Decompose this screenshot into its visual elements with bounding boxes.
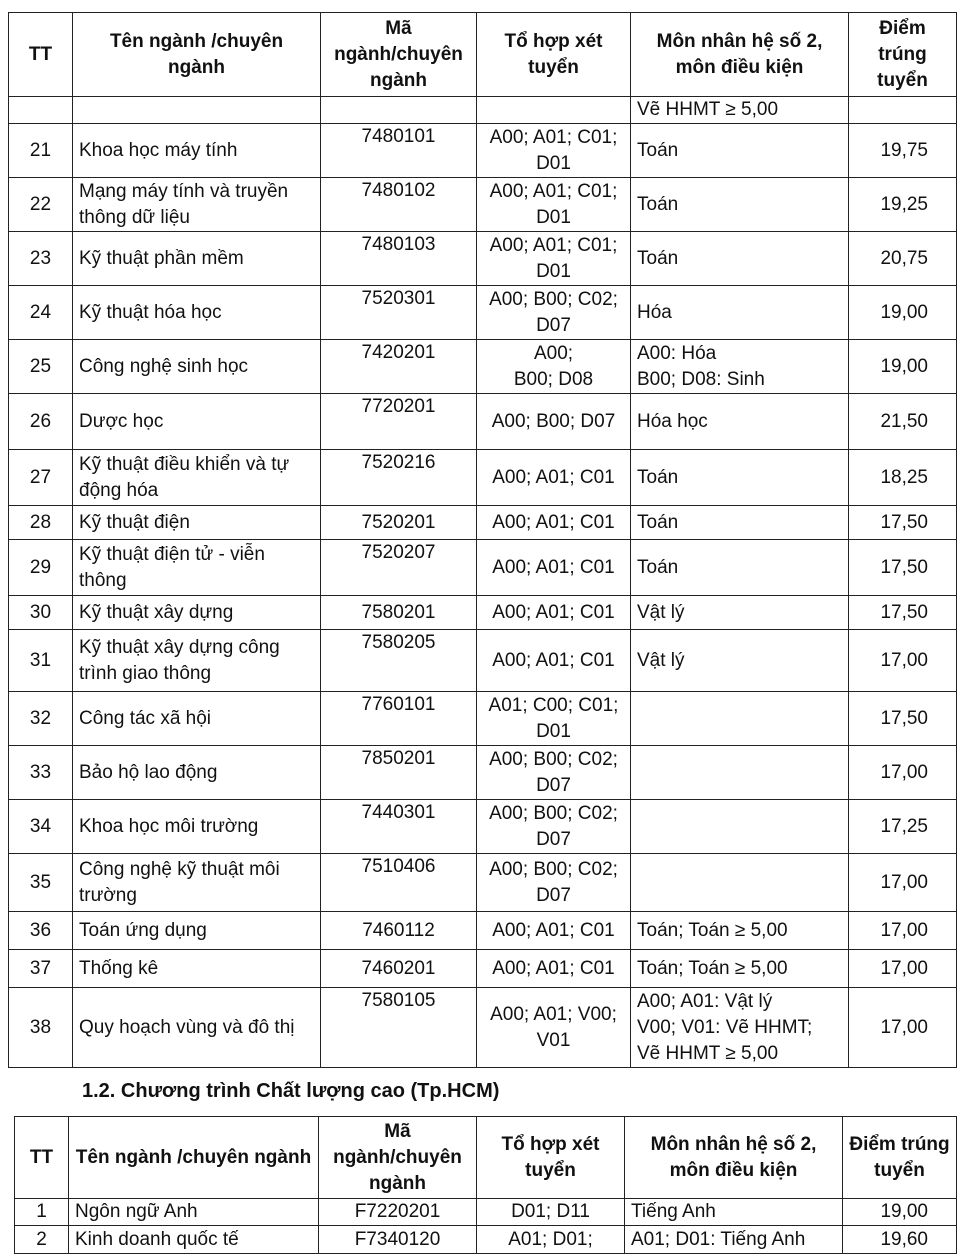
cell-code <box>321 97 477 124</box>
cell-tt: 34 <box>9 800 73 854</box>
cell-score: 17,50 <box>849 692 957 746</box>
cell-tt: 30 <box>9 596 73 630</box>
cell-subject: Hóa <box>631 286 849 340</box>
cell-code: 7480101 <box>321 124 477 178</box>
table-row <box>15 1226 957 1254</box>
cell-name: Kỹ thuật xây dựng <box>73 596 321 630</box>
cell-tt: 28 <box>9 506 73 540</box>
cell-name: Ngôn ngữ Anh <box>69 1199 319 1226</box>
cell-name: Công nghệ sinh học <box>73 340 321 394</box>
cell-subject: Vật lý <box>631 596 849 630</box>
cell-subject: Toán <box>631 178 849 232</box>
cell-subject: A00; A01: Vật lý V00; V01: Vẽ HHMT; Vẽ HHMT ≥ 5,00 <box>631 988 849 1068</box>
table-header-row <box>15 1117 957 1199</box>
table-row <box>9 950 957 988</box>
cell-tt: 36 <box>9 912 73 950</box>
cell-score: 17,00 <box>849 950 957 988</box>
cell-subject <box>631 746 849 800</box>
cell-score: 17,00 <box>849 746 957 800</box>
cell-code: F7340120 <box>319 1226 477 1254</box>
cell-subject: Hóa học <box>631 394 849 450</box>
cell-combo: A00; A01; C01; D01 <box>477 124 631 178</box>
cell-combo: A00; A01; C01 <box>477 450 631 506</box>
cell-score: 17,50 <box>849 506 957 540</box>
section-title: 1.2. Chương trình Chất lượng cao (Tp.HCM) <box>82 1080 500 1102</box>
table-row <box>9 800 957 854</box>
cell-score: 19,25 <box>849 178 957 232</box>
cell-score: 17,50 <box>849 596 957 630</box>
header-subject: Môn nhân hệ số 2, môn điều kiện <box>625 1117 843 1199</box>
cell-tt: 1 <box>15 1199 69 1226</box>
table-row <box>9 630 957 692</box>
table-row <box>9 988 957 1068</box>
cell-name: Kỹ thuật điều khiển và tự động hóa <box>73 450 321 506</box>
cell-code: 7520207 <box>321 540 477 596</box>
cell-name: Khoa học môi trường <box>73 800 321 854</box>
cell-tt <box>9 97 73 124</box>
cell-combo: A00; B00; C02; D07 <box>477 286 631 340</box>
cell-subject: A00: Hóa B00; D08: Sinh <box>631 340 849 394</box>
cell-score: 19,00 <box>849 286 957 340</box>
cell-subject: Toán <box>631 540 849 596</box>
table1-body <box>9 124 957 1068</box>
cell-code: 7580201 <box>321 596 477 630</box>
table-row <box>9 854 957 912</box>
cell-code: 7580105 <box>321 988 477 1068</box>
cell-combo: A00; B00; D08 <box>477 340 631 394</box>
cell-score: 17,25 <box>849 800 957 854</box>
cell-code: 7520301 <box>321 286 477 340</box>
header-tt: TT <box>9 13 73 97</box>
cell-subject <box>631 854 849 912</box>
cell-combo: A00; A01; C01 <box>477 950 631 988</box>
cell-combo <box>477 97 631 124</box>
header-name: Tên ngành /chuyên ngành <box>69 1117 319 1199</box>
cell-name: Toán ứng dụng <box>73 912 321 950</box>
admission-table-1 <box>8 12 957 1068</box>
cell-tt: 22 <box>9 178 73 232</box>
cell-score: 20,75 <box>849 232 957 286</box>
table-row <box>15 1199 957 1226</box>
header-code: Mã ngành/chuyên ngành <box>319 1117 477 1199</box>
cell-tt: 27 <box>9 450 73 506</box>
header-score: Điểm trúng tuyển <box>849 13 957 97</box>
table-row <box>9 394 957 450</box>
cell-code: 7480103 <box>321 232 477 286</box>
cell-tt: 24 <box>9 286 73 340</box>
table-row <box>9 746 957 800</box>
cell-combo: D01; D11 <box>477 1199 625 1226</box>
cell-score: 19,00 <box>843 1199 957 1226</box>
cell-subject: Toán; Toán ≥ 5,00 <box>631 912 849 950</box>
cell-code: 7460201 <box>321 950 477 988</box>
cell-tt: 25 <box>9 340 73 394</box>
cell-tt: 38 <box>9 988 73 1068</box>
cell-combo: A00; A01; C01 <box>477 596 631 630</box>
cell-score: 17,00 <box>849 988 957 1068</box>
cell-code: 7720201 <box>321 394 477 450</box>
cell-tt: 31 <box>9 630 73 692</box>
continuation-row <box>9 97 957 124</box>
table-header-row <box>9 13 957 97</box>
cell-code: 7440301 <box>321 800 477 854</box>
table-row <box>9 540 957 596</box>
cell-score: 21,50 <box>849 394 957 450</box>
table-row <box>9 692 957 746</box>
cell-score: 17,00 <box>849 912 957 950</box>
admission-table-2 <box>14 1116 957 1254</box>
header-code: Mã ngành/chuyên ngành <box>321 13 477 97</box>
header-combo: Tổ hợp xét tuyển <box>477 13 631 97</box>
cell-combo: A01; D01; <box>477 1226 625 1254</box>
cell-name: Dược học <box>73 394 321 450</box>
cell-combo: A00; A01; C01 <box>477 630 631 692</box>
cell-score: 17,00 <box>849 854 957 912</box>
cell-tt: 21 <box>9 124 73 178</box>
cell-combo: A00; B00; C02; D07 <box>477 854 631 912</box>
cell-combo: A00; A01; V00; V01 <box>477 988 631 1068</box>
cell-name: Bảo hộ lao động <box>73 746 321 800</box>
cell-combo: A00; B00; C02; D07 <box>477 746 631 800</box>
header-name: Tên ngành /chuyên ngành <box>73 13 321 97</box>
cell-name: Công nghệ kỹ thuật môi trường <box>73 854 321 912</box>
cell-score: 18,25 <box>849 450 957 506</box>
cell-combo: A00; A01; C01 <box>477 540 631 596</box>
cell-score: 19,00 <box>849 340 957 394</box>
cell-combo: A00; A01; C01; D01 <box>477 232 631 286</box>
cell-code: 7510406 <box>321 854 477 912</box>
cell-combo: A00; B00; C02; D07 <box>477 800 631 854</box>
cell-subject <box>631 692 849 746</box>
cell-code: 7760101 <box>321 692 477 746</box>
cell-combo: A00; B00; D07 <box>477 394 631 450</box>
table-row <box>9 506 957 540</box>
cell-tt: 26 <box>9 394 73 450</box>
table-row <box>9 596 957 630</box>
cell-subject: Vẽ HHMT ≥ 5,00 <box>631 97 849 124</box>
cell-subject <box>631 800 849 854</box>
cell-name: Kỹ thuật điện tử - viễn thông <box>73 540 321 596</box>
cell-code: 7460112 <box>321 912 477 950</box>
cell-name: Kỹ thuật hóa học <box>73 286 321 340</box>
cell-subject: Toán; Toán ≥ 5,00 <box>631 950 849 988</box>
cell-subject: Vật lý <box>631 630 849 692</box>
cell-score: 19,75 <box>849 124 957 178</box>
table-row <box>9 340 957 394</box>
cell-code: F7220201 <box>319 1199 477 1226</box>
cell-code: 7520216 <box>321 450 477 506</box>
cell-score: 17,50 <box>849 540 957 596</box>
table-row <box>9 286 957 340</box>
cell-name: Quy hoạch vùng và đô thị <box>73 988 321 1068</box>
cell-code: 7580205 <box>321 630 477 692</box>
cell-combo: A00; A01; C01; D01 <box>477 178 631 232</box>
table-row <box>9 450 957 506</box>
cell-combo: A00; A01; C01 <box>477 912 631 950</box>
cell-score: 19,60 <box>843 1226 957 1254</box>
table-row <box>9 912 957 950</box>
cell-combo: A00; A01; C01 <box>477 506 631 540</box>
cell-code: 7850201 <box>321 746 477 800</box>
cell-subject: Toán <box>631 232 849 286</box>
cell-name <box>73 97 321 124</box>
cell-tt: 29 <box>9 540 73 596</box>
cell-score <box>849 97 957 124</box>
cell-tt: 35 <box>9 854 73 912</box>
cell-code: 7420201 <box>321 340 477 394</box>
cell-tt: 2 <box>15 1226 69 1254</box>
cell-code: 7520201 <box>321 506 477 540</box>
header-tt: TT <box>15 1117 69 1199</box>
cell-name: Mạng máy tính và truyền thông dữ liệu <box>73 178 321 232</box>
cell-tt: 32 <box>9 692 73 746</box>
cell-subject: Toán <box>631 124 849 178</box>
cell-code: 7480102 <box>321 178 477 232</box>
table-row <box>9 124 957 178</box>
cell-name: Thống kê <box>73 950 321 988</box>
table-row <box>9 178 957 232</box>
cell-tt: 37 <box>9 950 73 988</box>
header-subject: Môn nhân hệ số 2, môn điều kiện <box>631 13 849 97</box>
cell-name: Kỹ thuật xây dựng công trình giao thông <box>73 630 321 692</box>
header-combo: Tổ hợp xét tuyển <box>477 1117 625 1199</box>
table2-body <box>15 1199 957 1254</box>
cell-subject: A01; D01: Tiếng Anh <box>625 1226 843 1254</box>
cell-name: Kinh doanh quốc tế <box>69 1226 319 1254</box>
cell-tt: 33 <box>9 746 73 800</box>
cell-score: 17,00 <box>849 630 957 692</box>
cell-name: Công tác xã hội <box>73 692 321 746</box>
cell-subject: Toán <box>631 450 849 506</box>
cell-subject: Tiếng Anh <box>625 1199 843 1226</box>
cell-subject: Toán <box>631 506 849 540</box>
cell-tt: 23 <box>9 232 73 286</box>
table-row <box>9 232 957 286</box>
cell-name: Kỹ thuật phần mềm <box>73 232 321 286</box>
header-score: Điểm trúng tuyển <box>843 1117 957 1199</box>
cell-combo: A01; C00; C01; D01 <box>477 692 631 746</box>
cell-name: Khoa học máy tính <box>73 124 321 178</box>
cell-name: Kỹ thuật điện <box>73 506 321 540</box>
